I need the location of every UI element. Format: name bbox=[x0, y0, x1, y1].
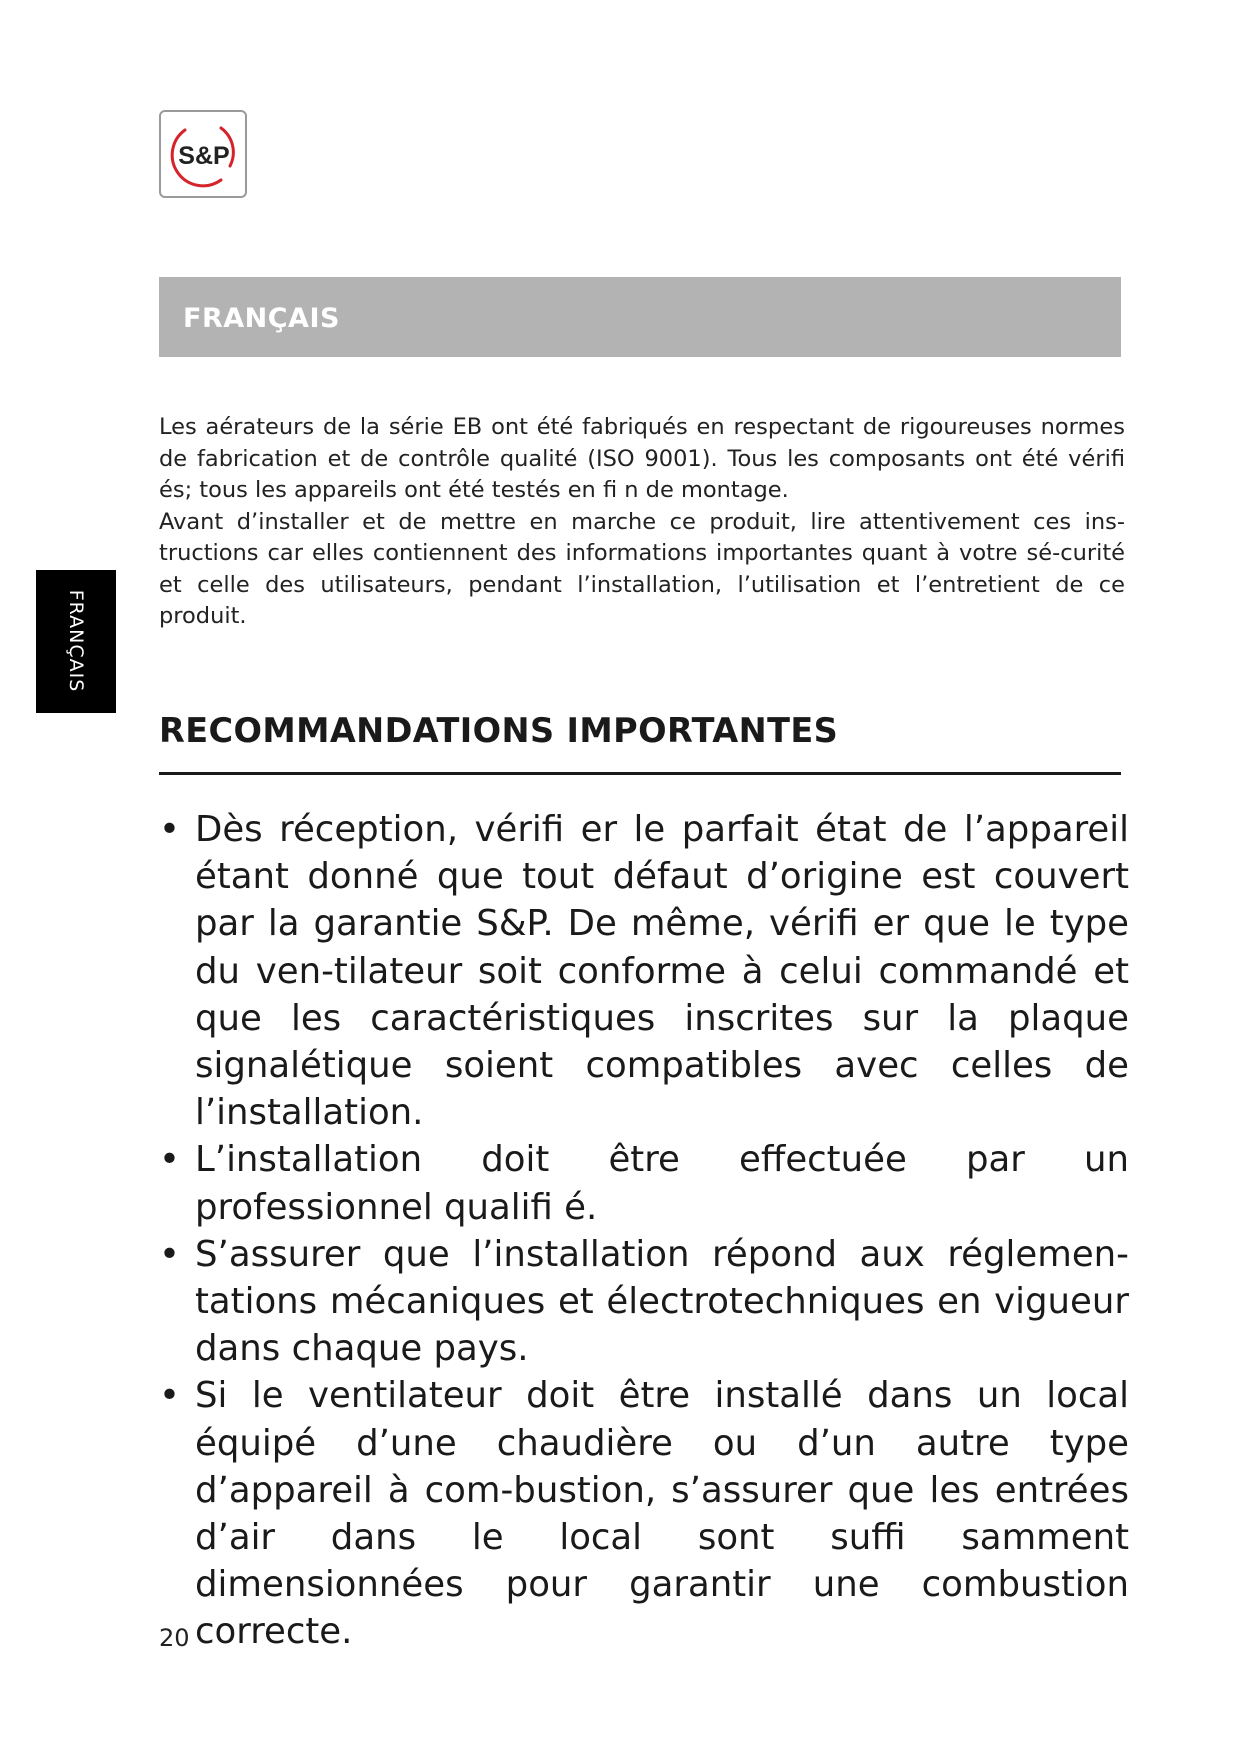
list-item-text: Dès réception, vérifi er le parfait état de l’appareil étant donné que tout défaut d’origine est couvert par la garantie S&P. De même, vérifi er que le type du ven-tilateur soit conforme à celui commandé et que les caractéristiques inscrites sur la plaque signalétique soient compatibles avec celles de l’installation. bbox=[195, 809, 1129, 1134]
recommendations-list bbox=[159, 806, 1129, 1656]
sp-logo-text: S&P bbox=[178, 142, 230, 170]
language-side-tab bbox=[36, 570, 116, 713]
sp-logo bbox=[159, 110, 247, 198]
section-title: RECOMMANDATIONS IMPORTANTES bbox=[159, 711, 839, 750]
list-item bbox=[159, 1136, 1129, 1230]
list-item-text: Si le ventilateur doit être installé dans un local équipé d’une chaudière ou d’un autre type d’appareil à com-bustion, s’assurer que les entrées d’air dans le local sont suffi samment dimensionnées pour garantir une combustion correcte. bbox=[195, 1375, 1129, 1653]
bullet-icon: • bbox=[159, 1375, 180, 1417]
intro-paragraph-2: Avant d’installer et de mettre en marche ce produit, lire attentivement ces ins-tructions car elles contiennent des informations importantes quant à votre sé-curité et celle des utilisateurs, pendant l’installation, l’utilisation et l’entretient de ce produit. bbox=[159, 508, 1125, 629]
bullet-icon: • bbox=[159, 1139, 180, 1181]
list-item-text: S’assurer que l’installation répond aux réglemen-tations mécaniques et électrotechniques en vigueur dans chaque pays. bbox=[195, 1233, 1129, 1370]
list-item bbox=[159, 806, 1129, 1136]
sp-logo-mark bbox=[161, 112, 245, 196]
intro-text bbox=[159, 412, 1125, 633]
list-item-text: L’installation doit être effectuée par un professionnel qualifi é. bbox=[195, 1139, 1129, 1228]
bullet-icon: • bbox=[159, 1233, 180, 1275]
language-side-tab-label: FRANÇAIS bbox=[65, 589, 87, 693]
language-header-bar bbox=[159, 277, 1121, 357]
list-item bbox=[159, 1372, 1129, 1655]
language-header-label: FRANÇAIS bbox=[183, 303, 340, 334]
bullet-icon: • bbox=[159, 809, 180, 850]
intro-paragraph-1: Les aérateurs de la série EB ont été fabriqués en respectant de rigoureuses normes de fabrication et de contrôle qualité (ISO 9001). Tous les composants ont été vérifi és; tous les appareils ont été testés en fi n de montage. bbox=[159, 414, 1125, 503]
list-item bbox=[159, 1231, 1129, 1373]
page-number: 20 bbox=[159, 1624, 190, 1652]
section-divider bbox=[159, 772, 1121, 775]
